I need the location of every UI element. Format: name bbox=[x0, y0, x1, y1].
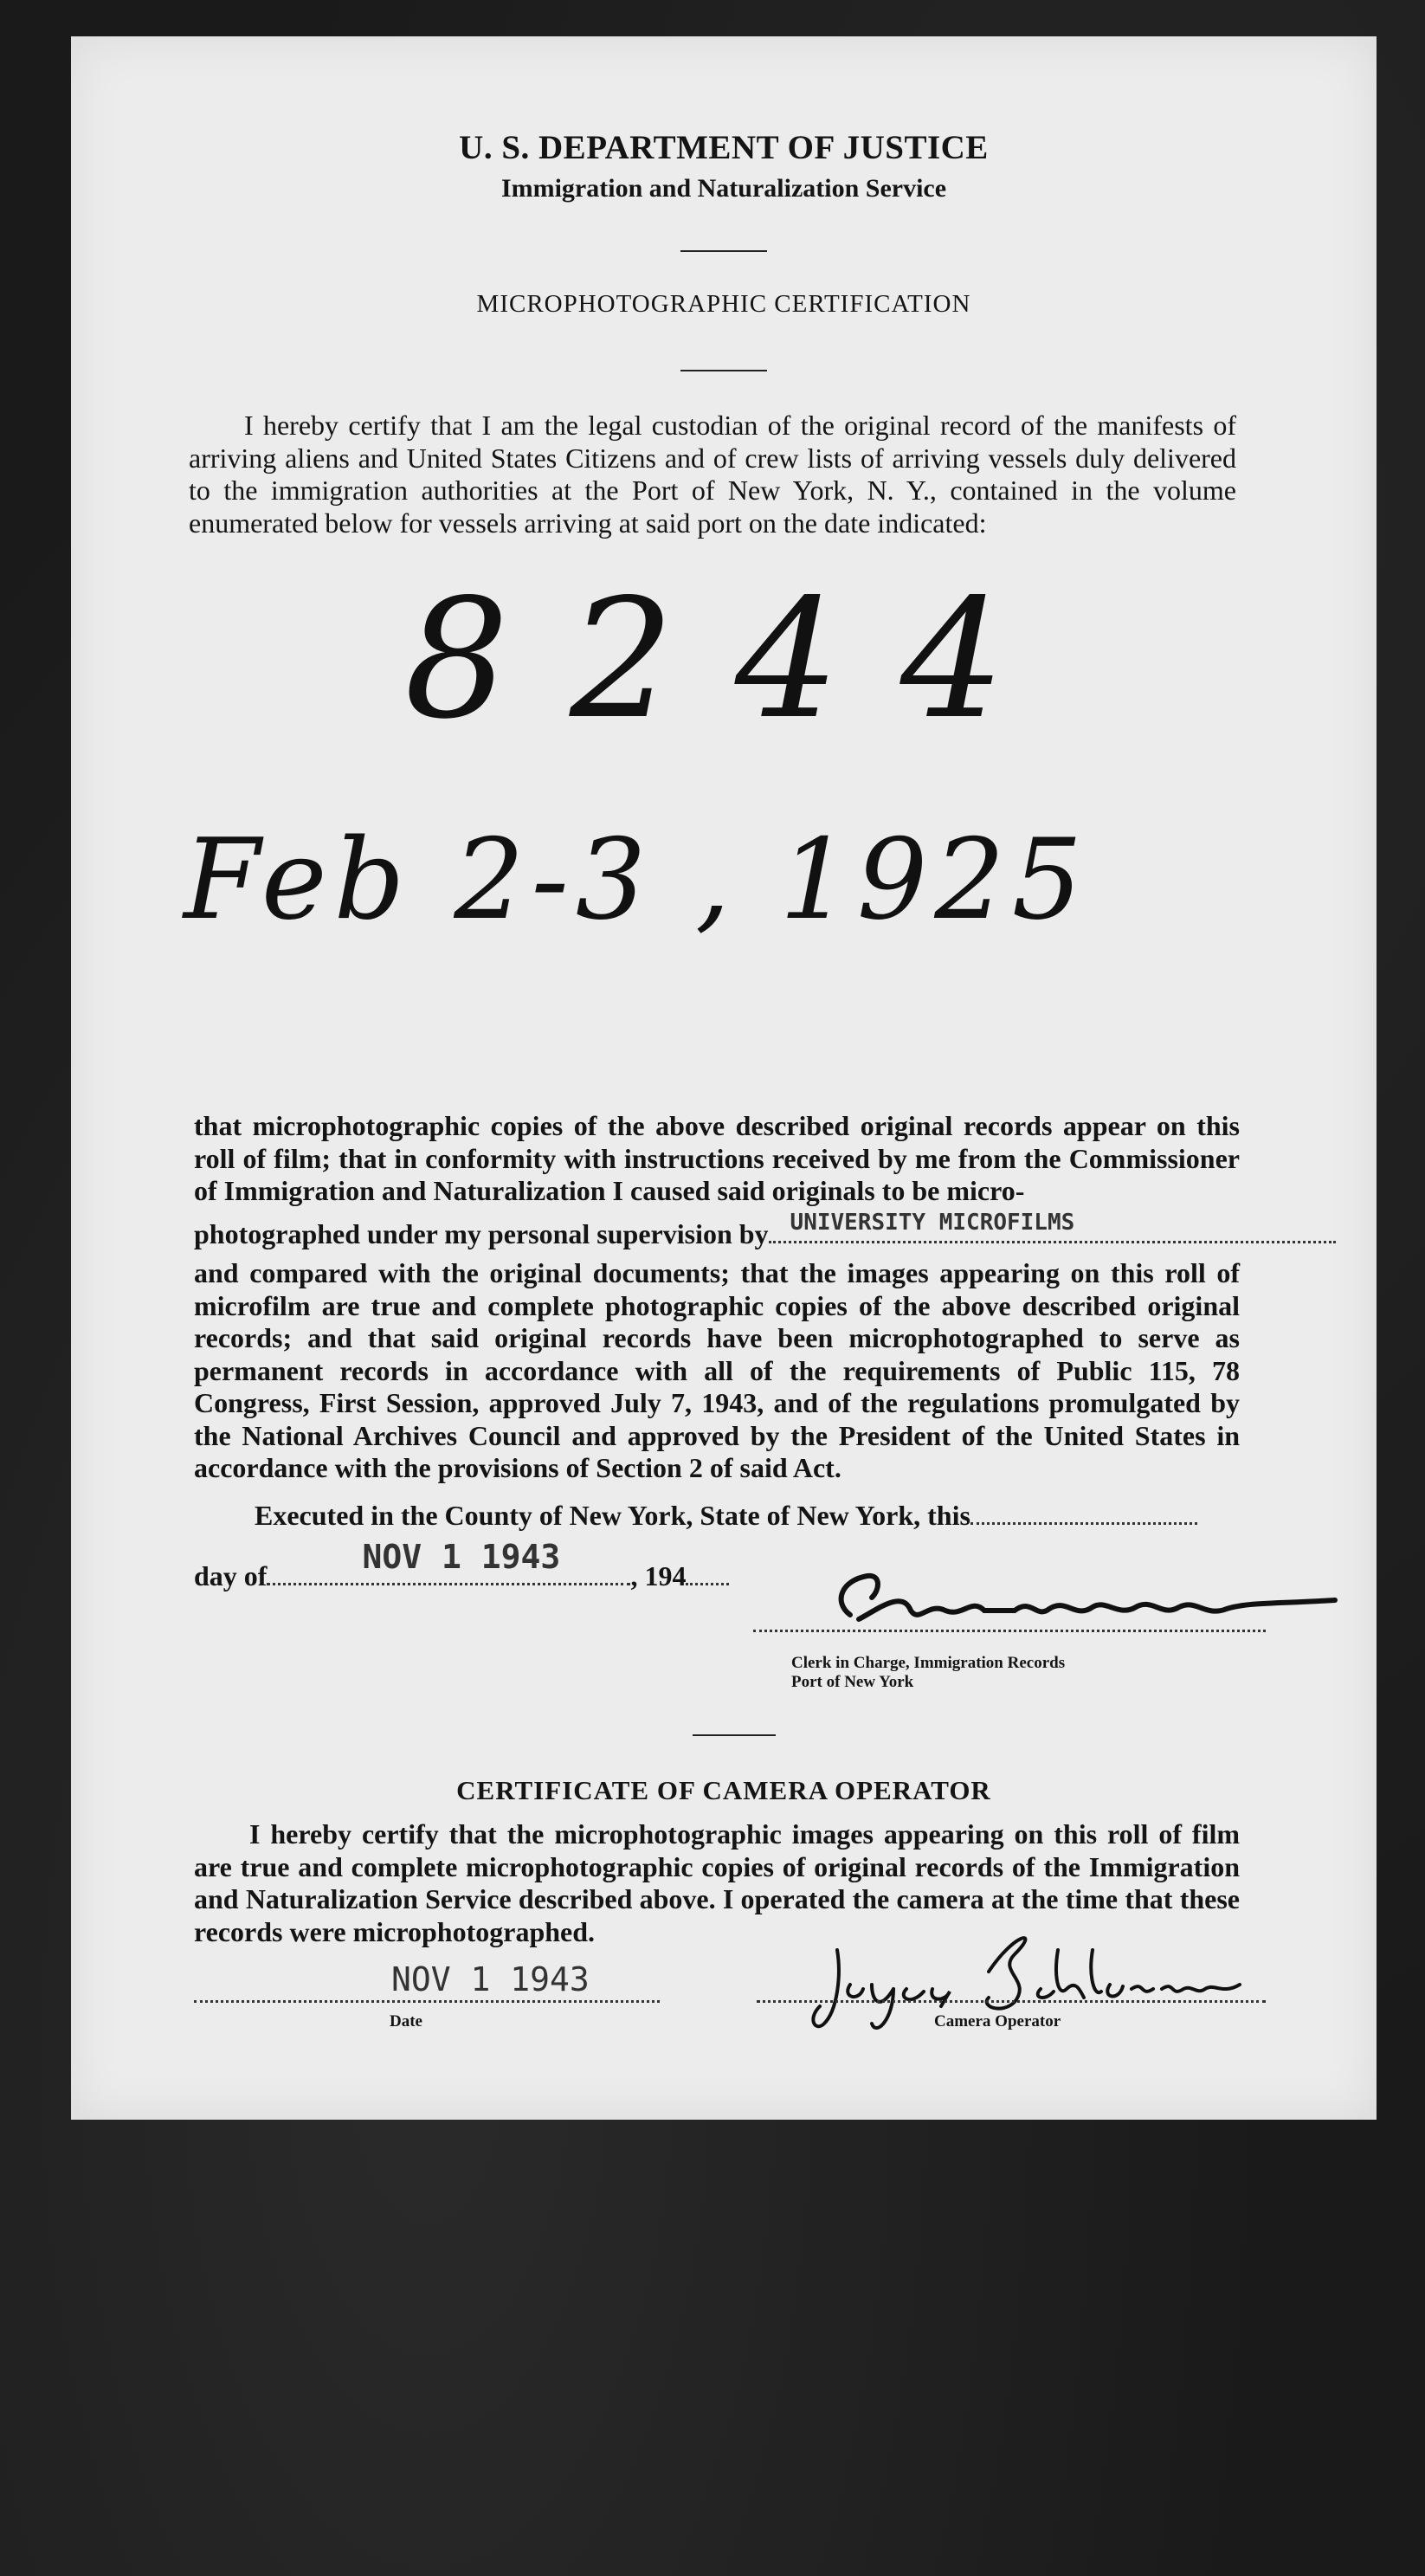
execution-date-stamp: NOV 1 1943 bbox=[362, 1538, 561, 1576]
date-label: Date bbox=[390, 2012, 422, 2030]
year-suffix: , 194 bbox=[630, 1560, 687, 1591]
photographer-field bbox=[769, 1210, 1336, 1243]
camera-statement: I hereby certify that the microphotographic images appearing on this roll of film are true and complete microphotographic copies of original records of the Immigration and Naturalization Service described above. I operated the camera at the time that these records were microphotographed. bbox=[194, 1818, 1240, 1947]
body-paragraph-1: that microphotographic copies of the above described original records appear on this roll of film; that in conformity with instructions received by me from the Commissioner of Immigration and Naturalization I caused said originals to be micro- bbox=[194, 1110, 1240, 1206]
supervision-text: photographed under my personal supervision by bbox=[194, 1218, 769, 1249]
clerk-signature-line bbox=[753, 1630, 1266, 1632]
operator-label: Camera Operator bbox=[934, 2012, 1061, 2030]
photographer-stamp: UNIVERSITY MICROFILMS bbox=[790, 1210, 1075, 1236]
handwritten-date: Feb 2-3 , 1925 bbox=[184, 816, 1090, 945]
handwritten-volume-number: 8244 bbox=[404, 564, 1066, 755]
day-of-label: day of bbox=[194, 1560, 268, 1591]
custodian-statement: I hereby certify that I am the legal custodian of the original record of the manifests of arriving aliens and United States Citizens and of crew lists of arriving vessels duly delivered to the immigration authorities at the Port of New York, N. Y., contained in the volume enumerated below for vessels arriving at said port on the date indicated: bbox=[189, 410, 1236, 539]
certification-title: MICROPHOTOGRAPHIC CERTIFICATION bbox=[476, 290, 971, 318]
divider-bottom bbox=[693, 1734, 776, 1736]
clerk-title: Clerk in Charge, Immigration Records bbox=[791, 1654, 1066, 1672]
supervision-line bbox=[194, 1210, 1240, 1253]
executed-text: Executed in the County of New York, State of New York, this bbox=[255, 1500, 970, 1531]
camera-heading: CERTIFICATE OF CAMERA OPERATOR bbox=[456, 1775, 991, 1805]
body-paragraph-2: and compared with the original documents; that the images appearing on this roll of microfilm are true and complete photographic copies of the above described original records; and that said original records have been microphotographed to serve as permanent records in accordance with all of the requirements of Public 115, 78 Congress, First Session, approved July 7, 1943, and of the regulations promulgated by the National Archives Council and approved by the President of the United States in accordance with the provisions of Section 2 of said Act. bbox=[194, 1257, 1240, 1483]
divider-mid bbox=[680, 370, 767, 371]
operator-signature-line bbox=[757, 2000, 1266, 2003]
department-title: U. S. DEPARTMENT OF JUSTICE bbox=[459, 129, 989, 166]
clerk-signature bbox=[798, 1550, 1352, 1654]
day-field bbox=[267, 1538, 630, 1585]
executed-line bbox=[255, 1500, 1197, 1532]
divider-top bbox=[680, 250, 767, 252]
year-blank bbox=[686, 1566, 729, 1585]
executed-blank bbox=[970, 1505, 1197, 1525]
clerk-location: Port of New York bbox=[791, 1673, 914, 1691]
camera-date-line bbox=[194, 2000, 660, 2003]
day-of-line bbox=[194, 1538, 729, 1592]
service-subtitle: Immigration and Naturalization Service bbox=[500, 174, 947, 203]
camera-date-stamp: NOV 1 1943 bbox=[391, 1960, 590, 1998]
certificate-sheet bbox=[71, 36, 1377, 2120]
